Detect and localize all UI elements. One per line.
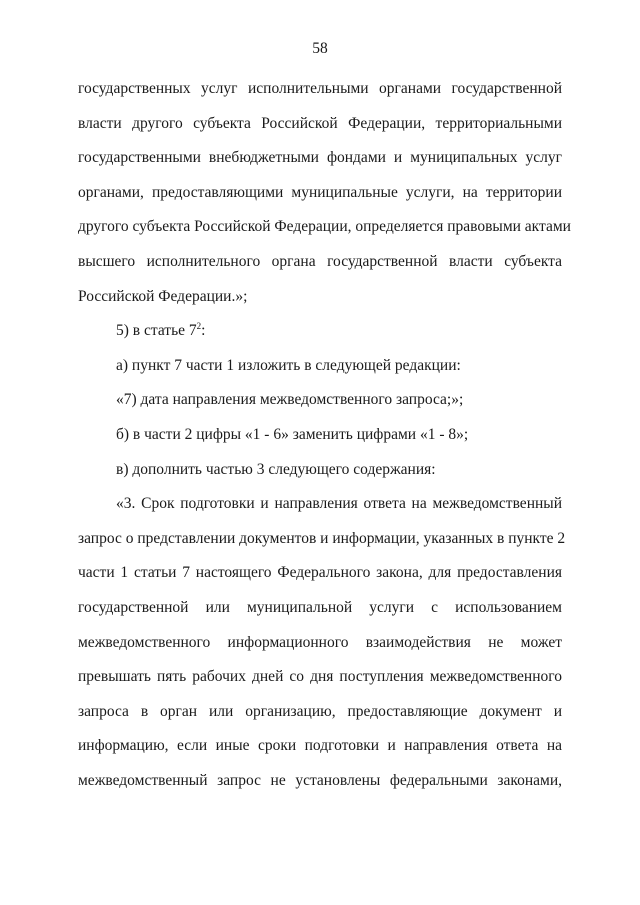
part3-line: «3. Срок подготовки и направления ответа на межведомственный [116,495,562,513]
page-number: 58 [312,40,328,57]
part3-line: части 1 статьи 7 настоящего Федерального закона, для предоставления [78,564,562,582]
item-5-suffix: : [201,322,206,340]
part3-line: государственной или муниципальной услуги с использованием [78,598,562,616]
part3-line: межведомственный запрос не установлены федеральными законами, [78,771,562,789]
item-v: в) дополнить частью 3 следующего содержания: [116,460,436,478]
part3-line: межведомственного информационного взаимодействия не может [78,633,562,651]
item-5-text: 5) в статье 7 [116,322,197,340]
item-5 [78,314,562,349]
document-text [78,72,571,798]
text-line: власти другого субъекта Российской Федерации, территориальными [78,114,562,132]
text-line: органами, предоставляющими муниципальные услуги, на территории [78,183,562,201]
item-a-text: «7) дата направления межведомственного запроса;»; [116,391,464,409]
text-line: высшего исполнительного органа государственной власти субъекта [78,252,562,270]
part3-line: превышать пять рабочих дней со дня поступления межведомственного [78,668,562,686]
text-line: государственными внебюджетными фондами и муниципальных услуг [78,149,562,167]
part3-line: информацию, если иные сроки подготовки и направления ответа на [78,737,562,755]
item-5-superscript: 2 [196,321,202,332]
text-line: государственных услуг исполнительными органами государственной [78,80,562,97]
item-b: б) в части 2 цифры «1 - 6» заменить цифрами «1 - 8»; [116,425,469,443]
text-line: другого субъекта Российской Федерации, определяется правовыми актами [78,218,571,236]
part3-line: запроса в орган или организацию, предоставляющие документ и [78,702,562,720]
part3-line: запрос о представлении документов и информации, указанных в пункте 2 [78,529,566,547]
text-line: Российской Федерации.»; [78,287,248,305]
item-a: а) пункт 7 части 1 изложить в следующей редакции: [116,356,461,374]
